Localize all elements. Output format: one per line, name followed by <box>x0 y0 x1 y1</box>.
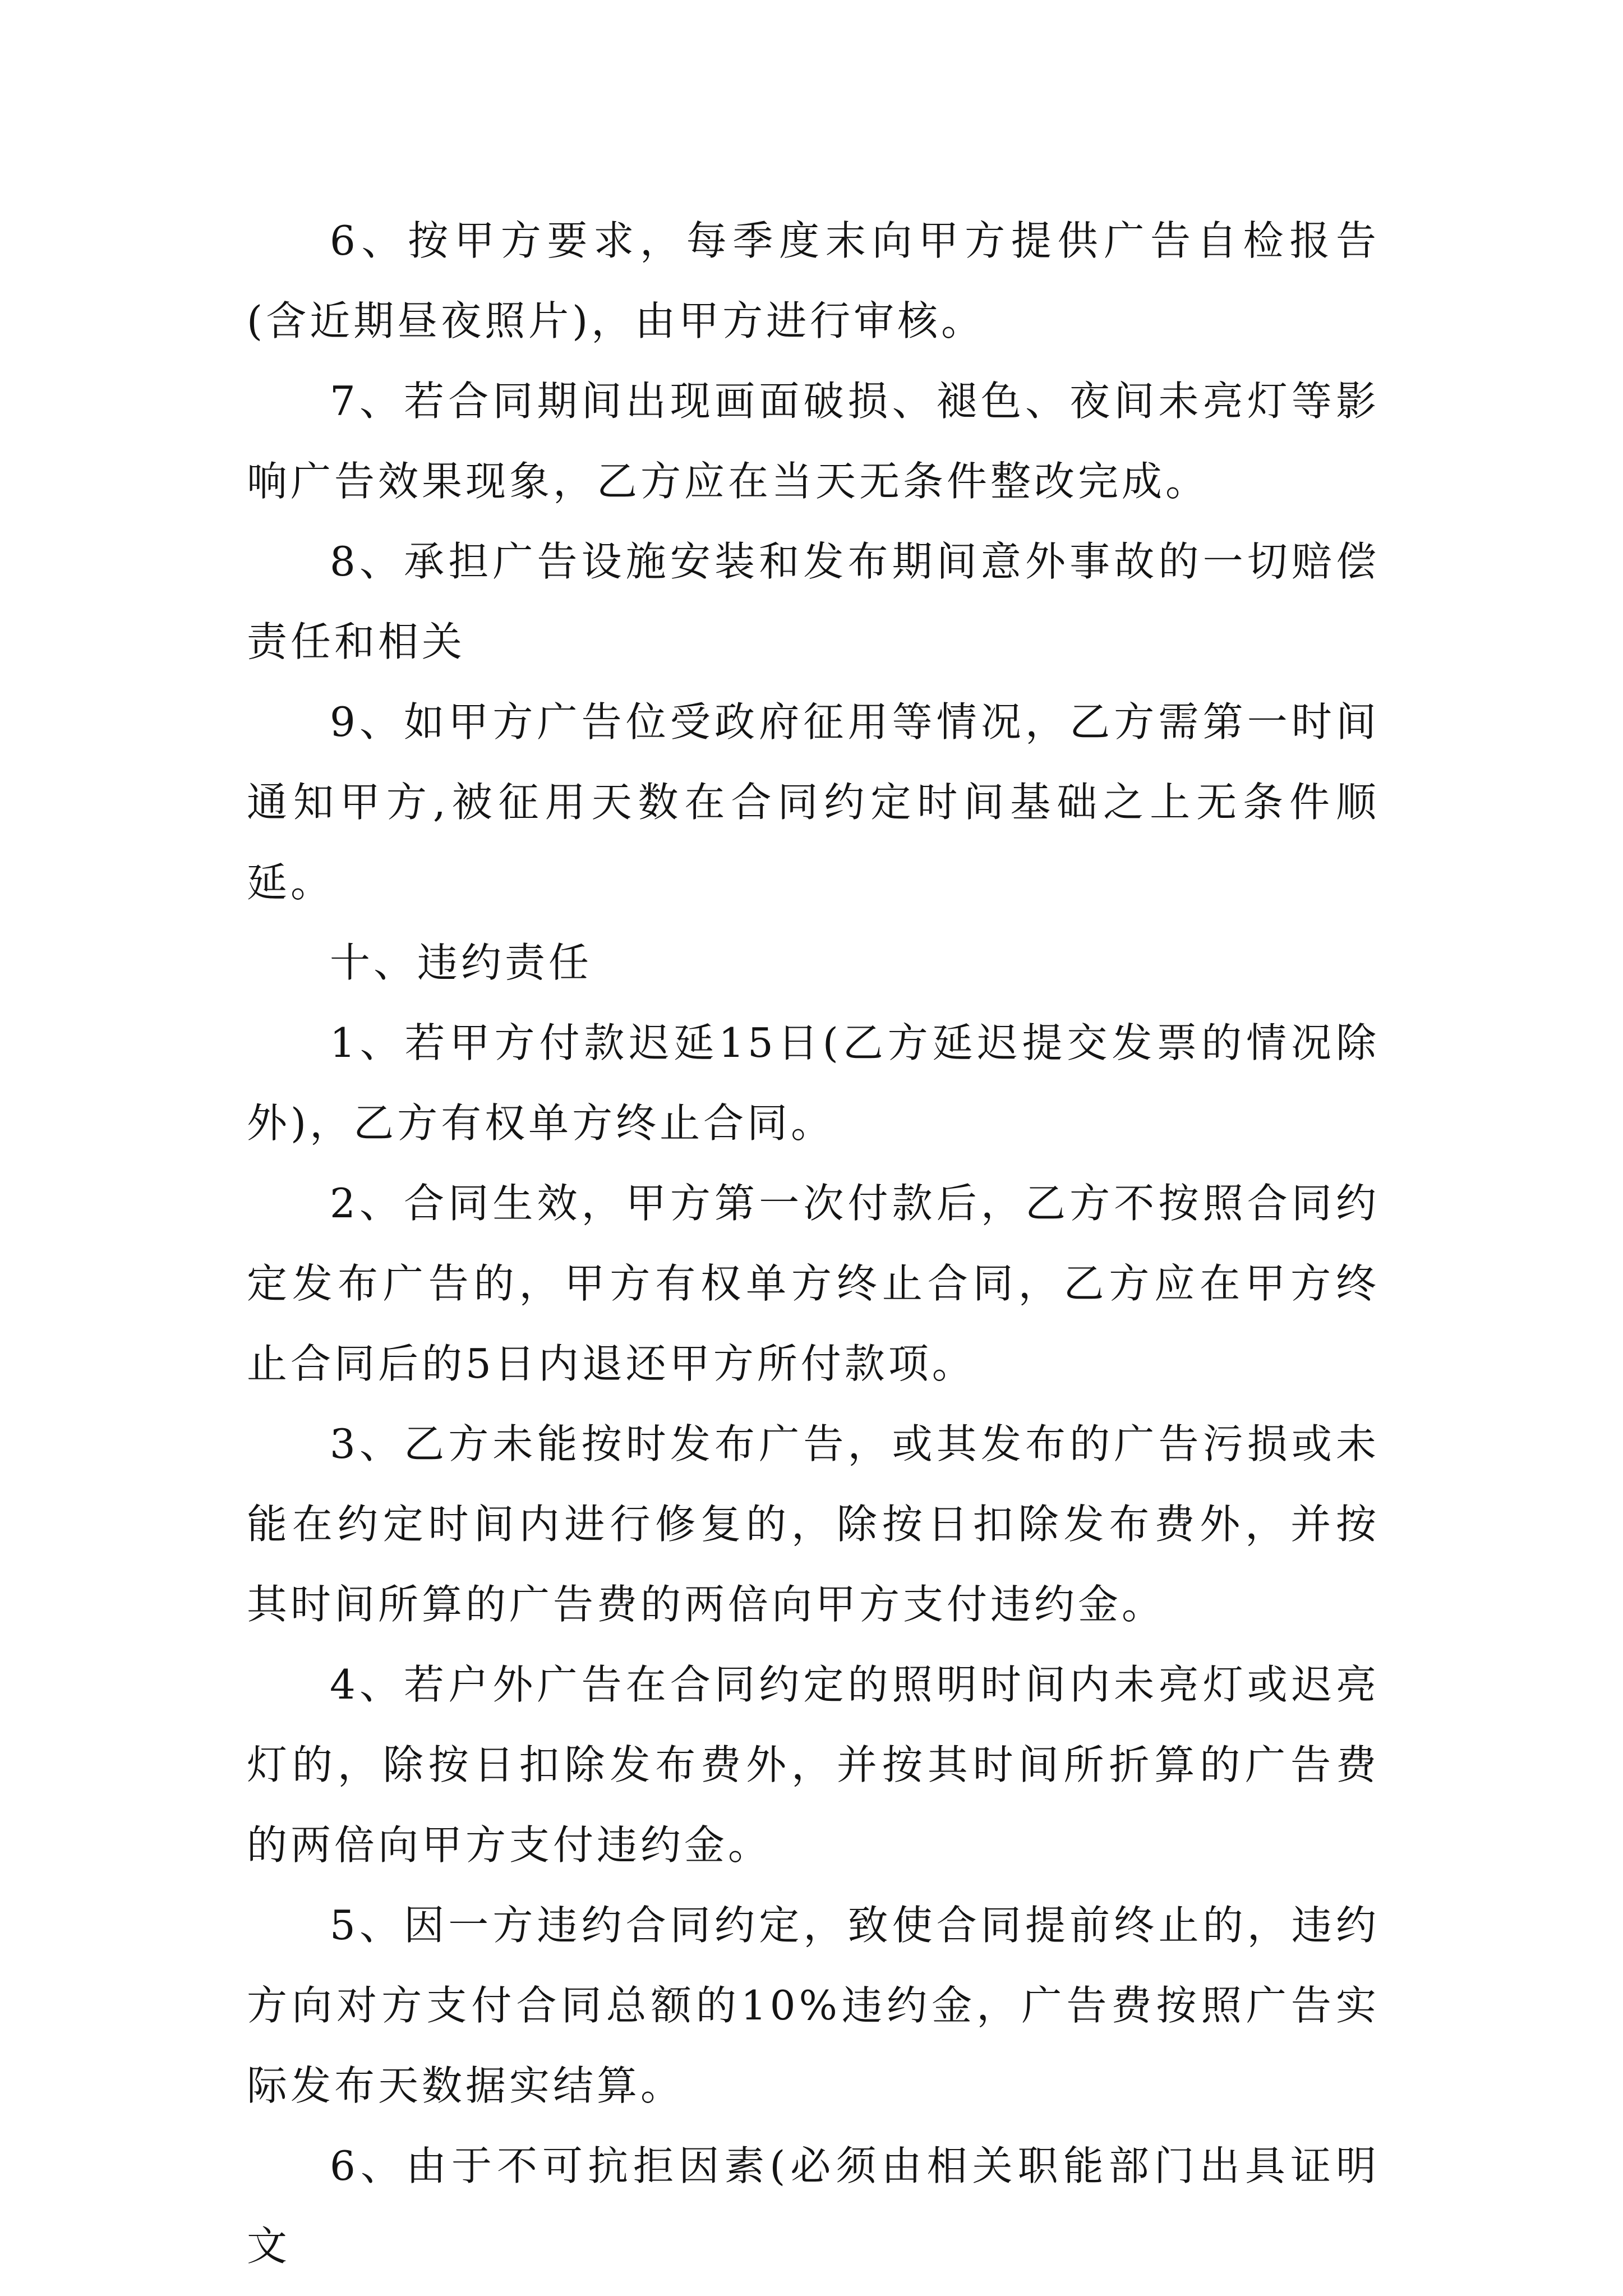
clause-8-liability: 8、承担广告设施安装和发布期间意外事故的一切赔偿责任和相关 <box>247 538 1380 665</box>
clause-9-government-requisition: 9、如甲方广告位受政府征用等情况，乙方需第一时间通知甲方,被征用天数在合同约定时间基础之上无条件顺延。 <box>247 698 1380 906</box>
clause-7-rectification: 7、若合同期间出现画面破损、褪色、夜间未亮灯等影响广告效果现象，乙方应在当天无条件整改完成。 <box>247 378 1380 505</box>
breach-clause-2: 2、合同生效，甲方第一次付款后，乙方不按照合同约定发布广告的，甲方有权单方终止合同，乙方应在甲方终止合同后的5日内退还甲方所付款项。 <box>247 1180 1380 1387</box>
breach-clause-1: 1、若甲方付款迟延15日(乙方延迟提交发票的情况除外)，乙方有权单方终止合同。 <box>247 1019 1380 1147</box>
breach-clause-3: 3、乙方未能按时发布广告，或其发布的广告污损或未能在约定时间内进行修复的，除按日扣除发布费外，并按其时间所算的广告费的两倍向甲方支付违约金。 <box>247 1420 1380 1628</box>
document-body <box>247 201 1380 2286</box>
breach-clause-5: 5、因一方违约合同约定，致使合同提前终止的，违约方向对方支付合同总额的10%违约金，广告费按照广告实际发布天数据实结算。 <box>247 1902 1380 2109</box>
breach-clause-4: 4、若户外广告在合同约定的照明时间内未亮灯或迟亮灯的，除按日扣除发布费外，并按其时间所折算的广告费的两倍向甲方支付违约金。 <box>247 1661 1380 1869</box>
breach-clause-6: 6、由于不可抗拒因素(必须由相关职能部门出具证明文 <box>247 2142 1380 2270</box>
clause-6-self-inspection: 6、按甲方要求，每季度末向甲方提供广告自检报告(含近期昼夜照片)，由甲方进行审核。 <box>247 217 1380 344</box>
section-heading-breach-liability: 十、违约责任 <box>330 939 593 986</box>
